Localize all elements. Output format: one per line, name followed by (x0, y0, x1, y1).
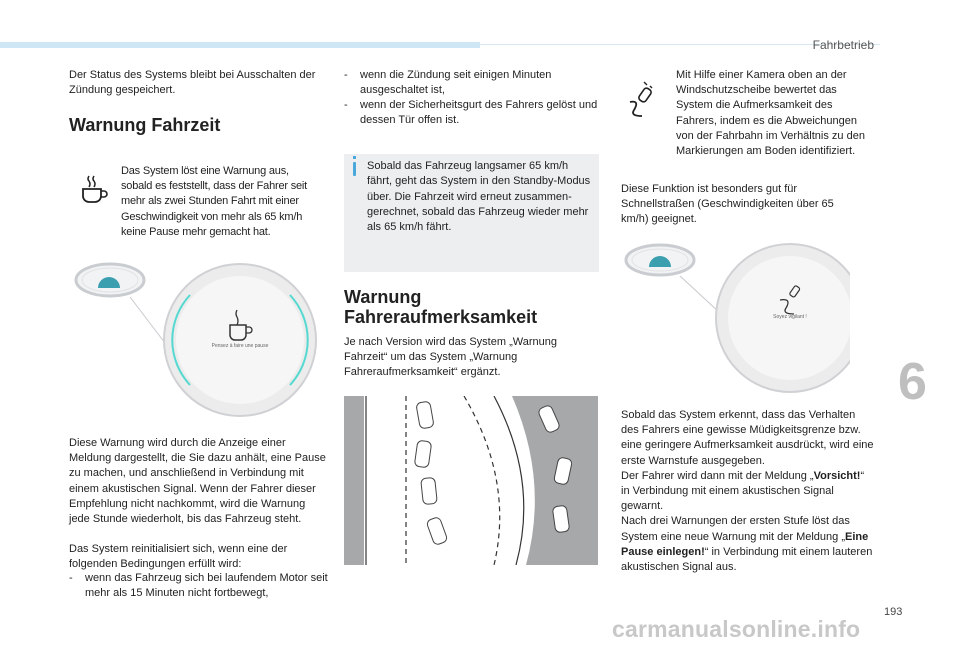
camera-description: Mit Hilfe einer Kamera oben an der Windschutzscheibe bewertet das System die Aufmerksamkeit des Fahrers, indem es die Abweichungen von der Fahrbahn im Verhältnis zu den Markierungen am Boden identifiziert. (676, 69, 865, 158)
display-message: Soyez vigilant ! (773, 314, 807, 320)
watermark: carmanualsonline.info (612, 616, 861, 642)
fatigue-display-illustration (70, 255, 340, 425)
coffee-cup-icon (79, 174, 113, 204)
heading-fahreraufmerksamkeit (344, 287, 537, 327)
chapter-number: 6 (898, 353, 927, 411)
heading-line-2: Fahreraufmerksamkeit (344, 307, 538, 327)
text-fragment: “ in Verbindung mit einem lauteren akustischen Signal aus. (621, 545, 873, 574)
reset-conditions-intro: Das System reinitialisiert sich, wenn eine der folgenden Bedingungen erfüllt wird: (69, 543, 288, 571)
message-vorsicht: Vorsicht! (813, 469, 861, 482)
header-accent-bar (0, 42, 480, 48)
reset-condition-3: - wenn der Sicherheitsgurt des Fahrers gelöst und dessen Tür offen ist. (344, 98, 599, 128)
info-icon-dot (353, 156, 356, 159)
drive-time-description: Das System löst eine Warnung aus, sobald es feststellt, dass der Fahrer seit mehr als zwei Stunden Fahrt mit einer Geschwindigkeit von mehr als 65 km/h keine Pause mehr gemacht hat. (121, 165, 308, 238)
lane-deviation-illustration (344, 396, 598, 565)
status-intro: Der Status des Systems bleibt bei Ausschalten der Zündung gespeichert. (69, 69, 316, 97)
reset-condition-1: - wenn das Fahrzeug sich bei laufendem Motor seit mehr als 15 Minuten nicht fortbewegt, (69, 571, 329, 601)
pause-message-line (621, 514, 875, 575)
reset-condition-3-text: wenn der Sicherheitsgurt des Fahrers gelöst und dessen Tür offen ist. (360, 99, 598, 127)
message-pause: Eine Pause einlegen! (621, 530, 869, 558)
text-fragment: Der Fahrer wird dann mit der Meldung „ (621, 469, 814, 482)
lane-camera-icon (624, 78, 660, 120)
warning-levels (621, 408, 875, 575)
vigilance-display-illustration (620, 238, 850, 398)
highway-suitability: Diese Funktion ist besonders gut für Schnellstraßen (Geschwindigkeiten über 65 km/h) geeignet. (621, 183, 834, 226)
section-title: Fahrbetrieb (812, 38, 874, 52)
reset-condition-2: - wenn die Zündung seit einigen Minuten ausgeschaltet ist, (344, 68, 599, 98)
text-fragment: “ in Verbindung mit einem akustischen Signal gewarnt. (621, 469, 865, 513)
text-fragment: Nach drei Warnungen der ersten Stufe löst das System eine neue Warnung mit der Meldung „ (621, 515, 850, 543)
info-icon (353, 162, 356, 176)
first-warning-level: Sobald das System erkennt, dass das Verhalten des Fahrers eine gewisse Müdigkeitsgrenze bzw. eine geringere Aufmerksamkeit ausdrückt, wird eine erste Warnstufe ausgegeben. (621, 409, 874, 467)
heading-line-1: Warnung (344, 287, 422, 307)
heading-warnung-fahrzeit: Warnung Fahrzeit (69, 115, 221, 135)
reset-condition-1-text: wenn das Fahrzeug sich bei laufendem Motor seit mehr als 15 Minuten nicht fortbewegt, (85, 572, 328, 600)
attention-intro: Je nach Version wird das System „Warnung Fahrzeit“ um das System „Warnung Fahreraufmerksamkeit“ ergänzt. (344, 336, 557, 379)
warning-explanation: Diese Warnung wird durch die Anzeige einer Meldung dargestellt, die Sie dazu anhält, eine Pause zu machen, und anschließend in Verbindung mit einem akustischen Signal. Wenn der Fahrer dieser Empfehlung nicht nachkommt, wird die Warnung jede Stunde wiederholt, bis das Fahrzeug steht. (69, 437, 326, 526)
page-number: 193 (884, 606, 903, 618)
info-box (344, 154, 599, 272)
info-text: Sobald das Fahrzeug langsamer 65 km/h fährt, geht das System in den Standby-Modus über. Die Fahrzeit wird erneut zusammengerechnet, sobald das Fahrzeug wieder mehr als 65 km/h fährt. (367, 160, 591, 234)
display-message: Pensez à faire une pause (211, 343, 269, 349)
vorsicht-message-line (621, 469, 875, 515)
reset-condition-2-text: wenn die Zündung seit einigen Minuten ausgeschaltet ist, (360, 69, 552, 97)
